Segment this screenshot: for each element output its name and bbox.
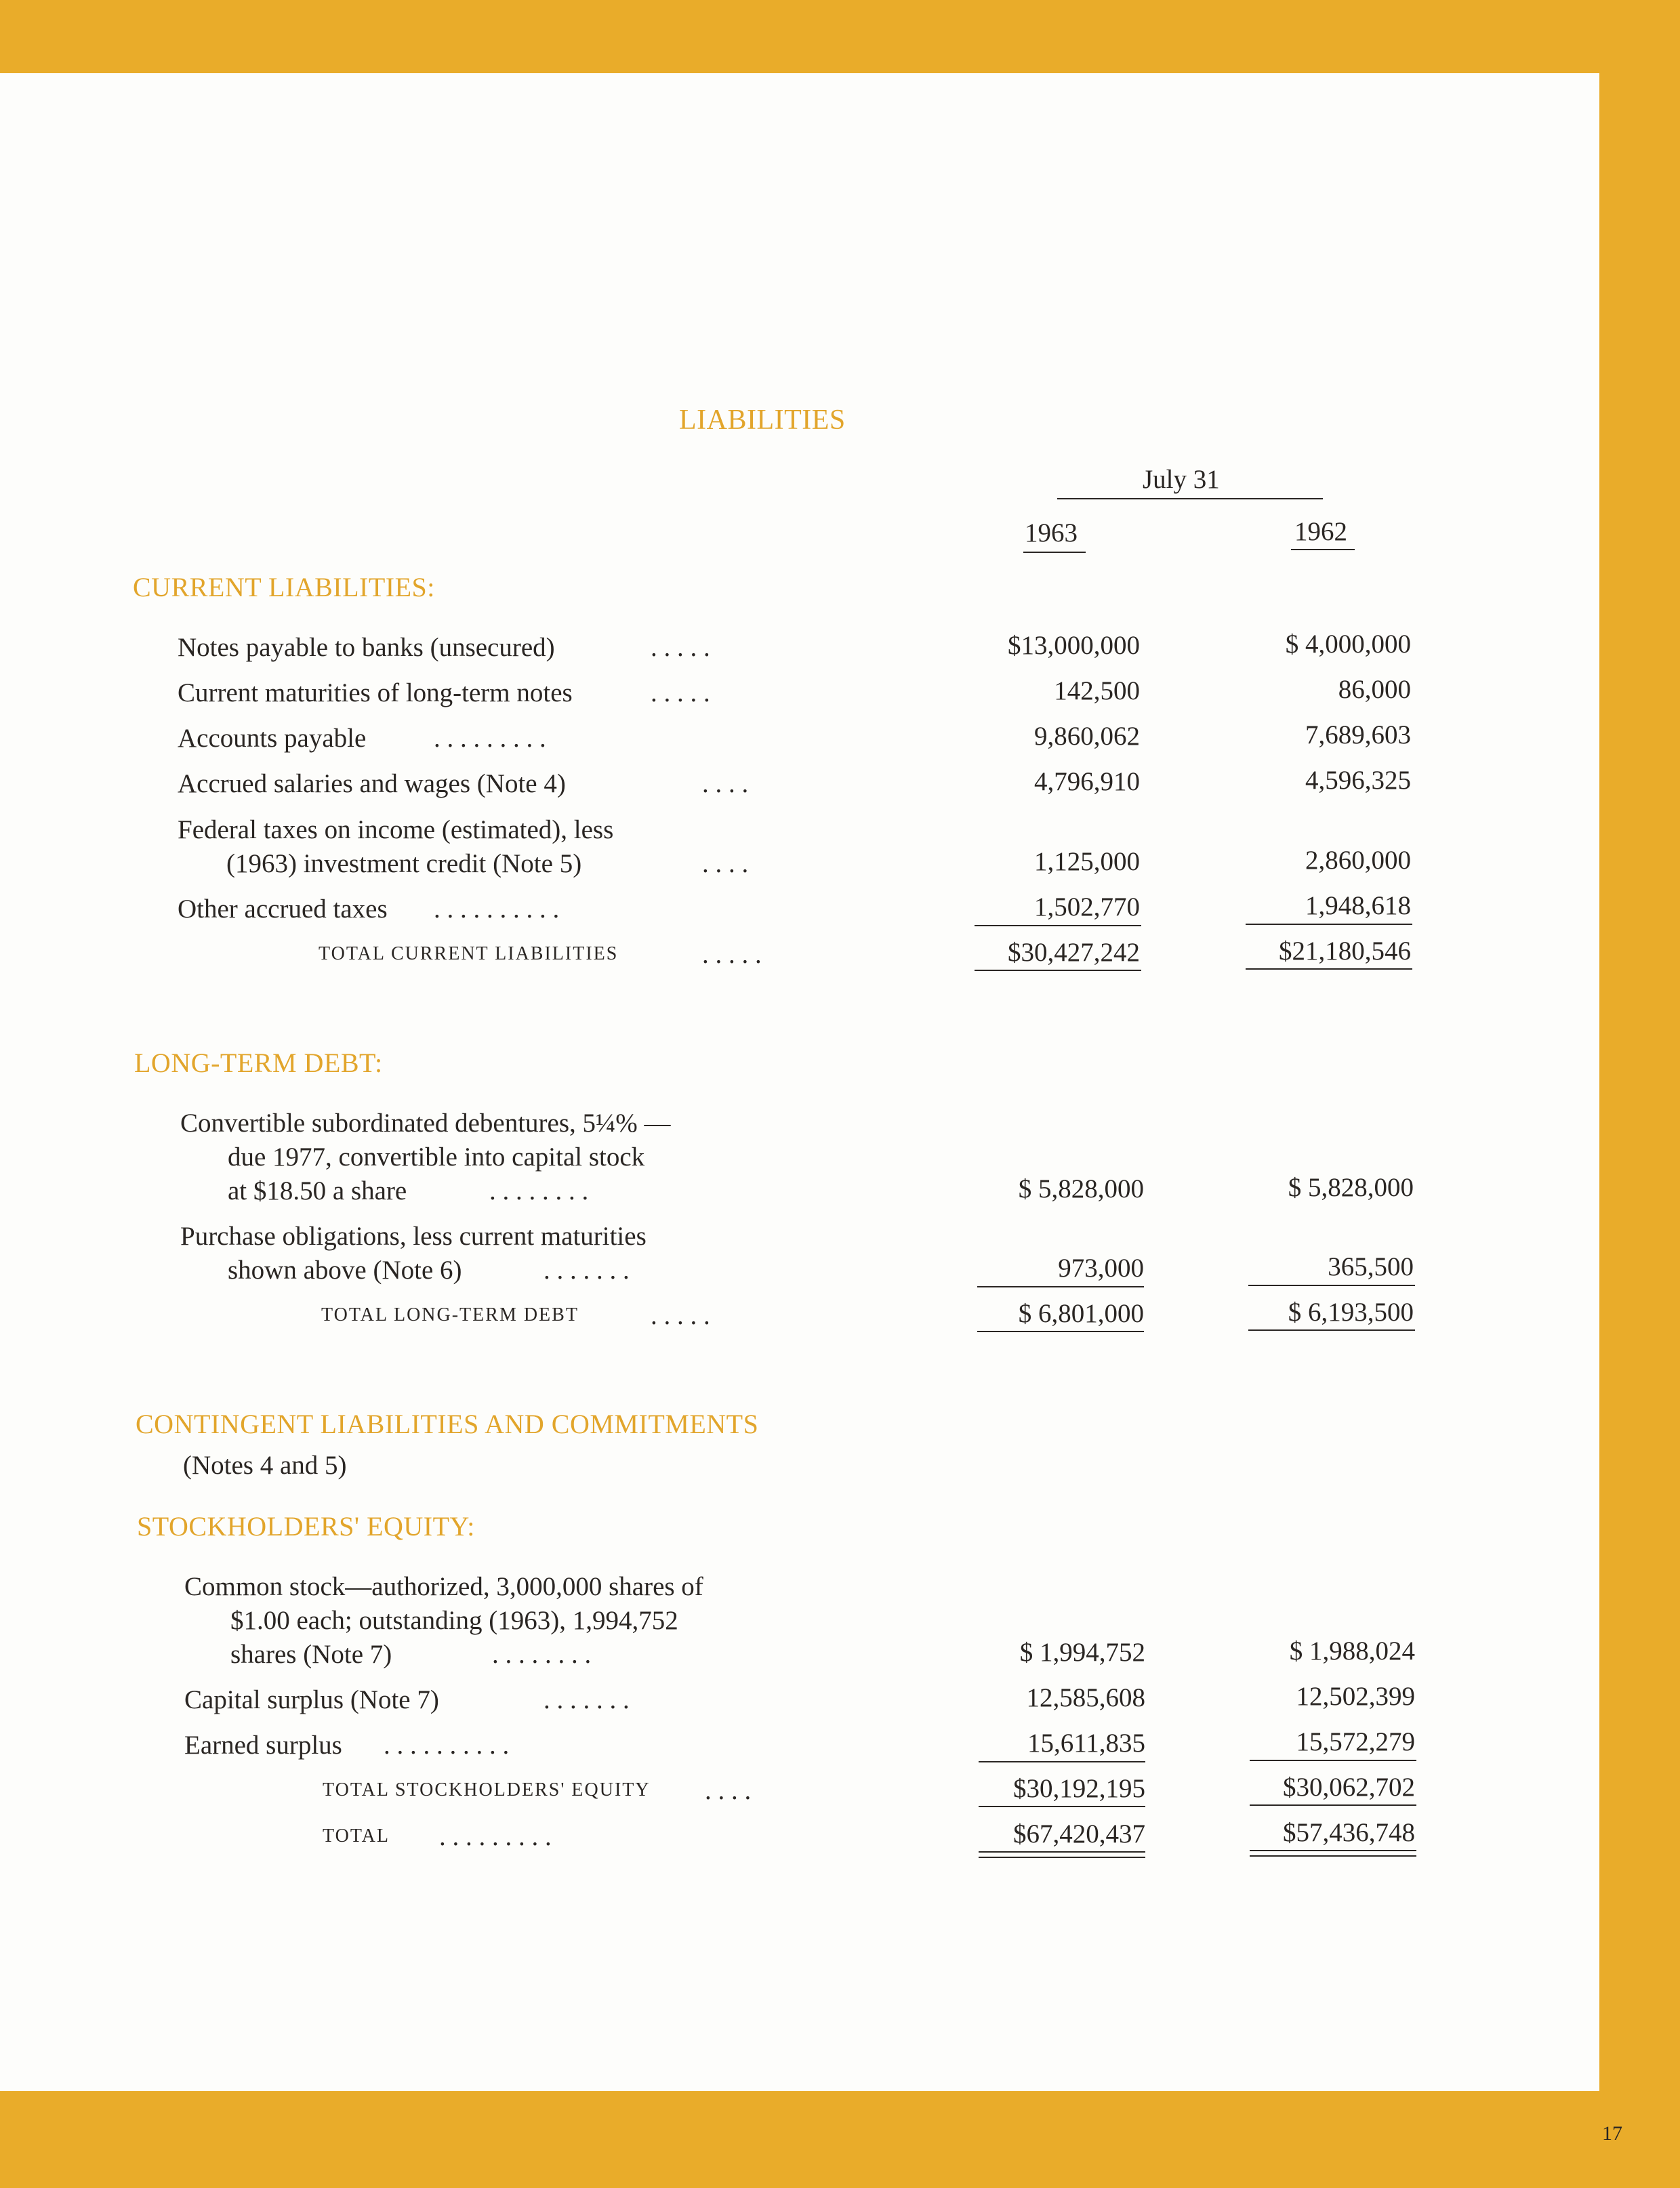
value-1963: $13,000,000: [1008, 631, 1140, 660]
leader-dots: . . . . . . .: [544, 1256, 630, 1285]
leader-dots: . . . . . . . .: [492, 1640, 592, 1669]
value-1962: 4,596,325: [1305, 766, 1411, 795]
section-heading-contingent: CONTINGENT LIABILITIES AND COMMITMENTS: [136, 1409, 759, 1439]
leader-dots: . . . . . . . . .: [434, 724, 546, 753]
leader-dots: . . . . . . . . .: [439, 1822, 552, 1851]
period-label: July 31: [1143, 465, 1220, 494]
row-label: Accrued salaries and wages (Note 4): [178, 769, 566, 798]
row-label-continued: (1963) investment credit (Note 5): [226, 849, 582, 878]
value-1963: 4,796,910: [1034, 767, 1140, 796]
value-1962: 1,948,618: [1305, 891, 1411, 920]
page-number: 17: [1602, 2122, 1622, 2145]
document-page: [0, 73, 1599, 2091]
section-heading-equity: STOCKHOLDERS' EQUITY:: [137, 1511, 475, 1542]
grand-total-1962: $57,436,748: [1283, 1818, 1415, 1847]
row-label: Notes payable to banks (unsecured): [178, 633, 555, 662]
row-label: Other accrued taxes: [178, 894, 388, 924]
row-label-continued: shares (Note 7): [230, 1640, 392, 1669]
period-rule: [1057, 498, 1323, 499]
leader-dots: . . . .: [702, 849, 749, 878]
value-1962: 7,689,603: [1305, 720, 1411, 749]
subtotal-rule-1962: [1246, 924, 1412, 925]
total-1963: $ 6,801,000: [1018, 1299, 1144, 1328]
total-1962: $21,180,546: [1279, 936, 1411, 966]
grand-total-label: TOTAL: [323, 1825, 390, 1846]
value-1962: 15,572,279: [1296, 1727, 1415, 1756]
total-1962: $30,062,702: [1283, 1773, 1415, 1802]
leader-dots: . . . . . . .: [544, 1685, 630, 1714]
row-label-continued: due 1977, convertible into capital stock: [228, 1142, 645, 1172]
subtotal-rule-1963: [979, 1761, 1145, 1762]
total-1962: $ 6,193,500: [1288, 1298, 1414, 1327]
value-1963: 9,860,062: [1034, 722, 1140, 751]
total-label: TOTAL LONG-TERM DEBT: [321, 1304, 579, 1325]
row-label: Purchase obligations, less current maturities: [180, 1222, 647, 1251]
total-1963: $30,427,242: [1008, 938, 1140, 967]
subtotal-rule-1962: [1248, 1285, 1415, 1286]
total-rule-1963: [979, 1806, 1145, 1807]
value-1963: 15,611,835: [1027, 1729, 1145, 1758]
value-1963: 12,585,608: [1026, 1683, 1145, 1712]
value-1963: 973,000: [1058, 1254, 1144, 1283]
value-1963: $ 1,994,752: [1019, 1638, 1145, 1667]
value-1962: $ 4,000,000: [1285, 629, 1411, 659]
leader-dots: . . . . .: [651, 678, 710, 707]
value-1963: 142,500: [1054, 676, 1140, 705]
leader-dots: . . . .: [702, 769, 749, 798]
row-label: Convertible subordinated debentures, 5¼% —: [180, 1109, 671, 1138]
page-title: LIABILITIES: [679, 405, 846, 436]
double-rule-1963-a: [979, 1851, 1145, 1853]
row-label-continued: $1.00 each; outstanding (1963), 1,994,752: [230, 1606, 678, 1635]
leader-dots: . . . . . . . . . .: [434, 894, 560, 924]
total-rule-1963: [975, 970, 1141, 971]
total-1963: $30,192,195: [1013, 1774, 1145, 1803]
value-1962: 12,502,399: [1296, 1682, 1415, 1711]
total-rule-1962: [1250, 1804, 1416, 1806]
section-heading-longterm: LONG-TERM DEBT:: [134, 1048, 383, 1078]
total-label: TOTAL STOCKHOLDERS' EQUITY: [323, 1779, 651, 1800]
double-rule-1963-b: [979, 1857, 1145, 1858]
value-1962: 365,500: [1328, 1252, 1414, 1281]
leader-dots: . . . . .: [702, 940, 762, 969]
value-1963: 1,125,000: [1034, 847, 1140, 876]
value-1962: $ 1,988,024: [1289, 1636, 1415, 1666]
value-1962: $ 5,828,000: [1288, 1173, 1414, 1202]
row-label-continued: at $18.50 a share: [228, 1176, 407, 1205]
grand-total-1963: $67,420,437: [1013, 1819, 1145, 1849]
value-1963: 1,502,770: [1034, 892, 1140, 922]
contingent-note: (Notes 4 and 5): [183, 1451, 347, 1480]
year-1963-header: 1963: [1025, 518, 1078, 548]
value-1963: $ 5,828,000: [1018, 1174, 1144, 1203]
double-rule-1962-a: [1250, 1850, 1416, 1851]
row-label: Federal taxes on income (estimated), less: [178, 815, 614, 844]
leader-dots: . . . .: [705, 1776, 752, 1805]
row-label: Capital surplus (Note 7): [184, 1685, 439, 1714]
leader-dots: . . . . . . . . . .: [384, 1731, 510, 1760]
total-label: TOTAL CURRENT LIABILITIES: [319, 943, 619, 964]
leader-dots: . . . . .: [651, 633, 710, 662]
section-heading-current: CURRENT LIABILITIES:: [133, 572, 435, 602]
row-label: Common stock—authorized, 3,000,000 shares of: [184, 1572, 703, 1601]
year-1962-underline: [1291, 549, 1355, 550]
value-1962: 86,000: [1338, 675, 1411, 704]
total-rule-1962: [1248, 1329, 1415, 1331]
subtotal-rule-1962: [1250, 1760, 1416, 1761]
row-label: Current maturities of long-term notes: [178, 678, 573, 707]
value-1962: 2,860,000: [1305, 846, 1411, 875]
subtotal-rule-1963: [977, 1286, 1144, 1287]
total-rule-1962: [1246, 968, 1412, 970]
year-1963-underline: [1023, 552, 1086, 553]
row-label-continued: shown above (Note 6): [228, 1256, 462, 1285]
leader-dots: . . . . .: [651, 1301, 710, 1330]
row-label: Earned surplus: [184, 1731, 342, 1760]
leader-dots: . . . . . . . .: [489, 1176, 589, 1205]
year-1962-header: 1962: [1294, 517, 1347, 546]
row-label: Accounts payable: [178, 724, 367, 753]
total-rule-1963: [977, 1331, 1144, 1332]
double-rule-1962-b: [1250, 1855, 1416, 1857]
subtotal-rule-1963: [975, 925, 1141, 926]
